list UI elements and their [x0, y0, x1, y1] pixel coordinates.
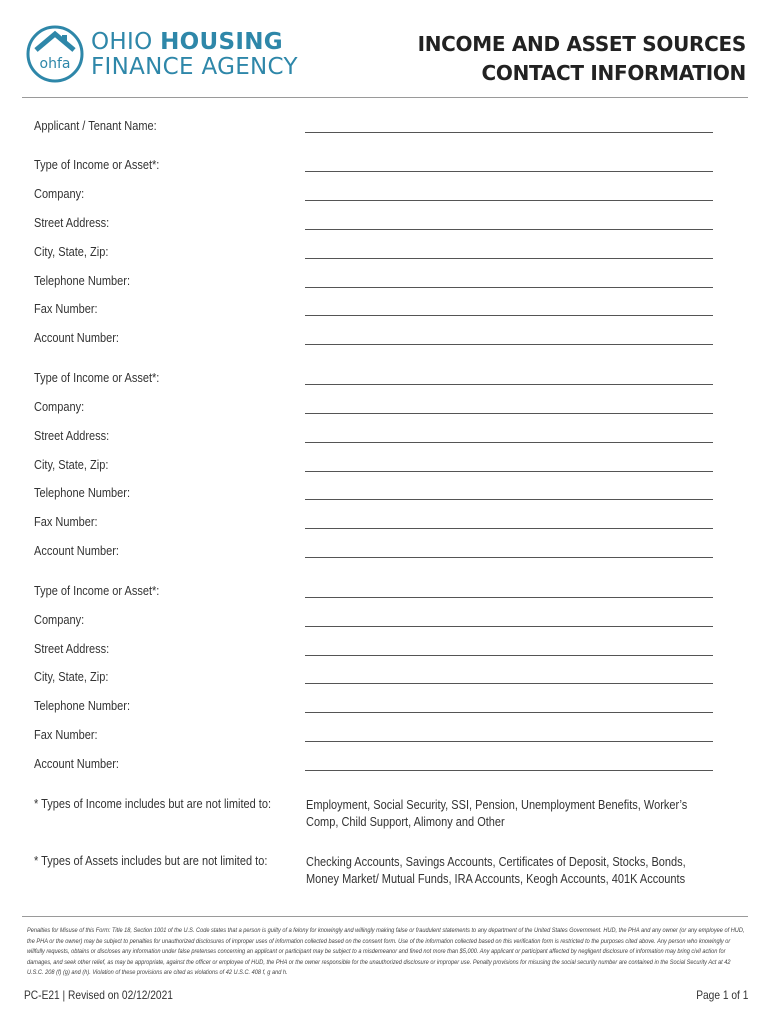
- city-state-zip-label: City, State, Zip:: [34, 458, 109, 472]
- type-of-income-label: Type of Income or Asset*:: [34, 371, 160, 385]
- telephone-label: Telephone Number:: [34, 486, 131, 500]
- account-number-label: Account Number:: [34, 544, 119, 558]
- account-number-field-1[interactable]: [34, 331, 714, 351]
- income-types-text: Employment, Social Security, SSI, Pension, Unemployment Benefits, Worker’s Comp, Child Support, Alimony and Other: [306, 798, 688, 829]
- telephone-line[interactable]: [305, 712, 713, 713]
- account-number-label: Account Number:: [34, 757, 119, 771]
- header-divider: [22, 97, 748, 98]
- footer-divider: [22, 916, 748, 917]
- city-state-zip-label: City, State, Zip:: [34, 245, 109, 259]
- telephone-label: Telephone Number:: [34, 699, 131, 713]
- company-field-3[interactable]: [34, 613, 714, 633]
- city-state-zip-field-3[interactable]: [34, 670, 714, 690]
- asset-types-note: [34, 854, 734, 890]
- type-of-income-line[interactable]: [305, 597, 713, 598]
- logo-abbrev: ohfa: [39, 56, 71, 72]
- account-number-field-3[interactable]: [34, 757, 714, 777]
- street-address-line[interactable]: [305, 442, 713, 443]
- ohfa-logo: [22, 24, 322, 84]
- city-state-zip-field-2[interactable]: [34, 458, 714, 478]
- page-header: [0, 0, 770, 98]
- account-number-line[interactable]: [305, 344, 713, 345]
- company-label: Company:: [34, 613, 85, 627]
- account-number-line[interactable]: [305, 770, 713, 771]
- street-address-field-1[interactable]: [34, 216, 714, 236]
- company-field-1[interactable]: [34, 187, 714, 207]
- street-address-line[interactable]: [305, 229, 713, 230]
- city-state-zip-field-1[interactable]: [34, 245, 714, 265]
- telephone-field-2[interactable]: [34, 486, 714, 506]
- penalties-disclaimer: Penalties for Misuse of this Form: Title 18, Section 1001 of the U.S. Code states that a person is guilty of a felony for knowingly and willingly making false or fraudulent statements to any department of the United States Government. HUD, the PHA and any owner (or any employee of HUD, the PHA or the owner) may be subject to penalties for unauthorized disclosures of improper uses of information collected based on the consent form. Use of the information collected based on this verification form is restricted to the purposes cited above. Any person who knowingly or willfully requests, obtains or discloses any information under false pretenses concerning an applicant or participant may be subject to a misdemeanor and fined not more than $5,000. Any applicant or participant affected by negligent disclosure of information may bring civil action for damages, and seek other relief, as may be appropriate, against the officer or employee of HUD, the PHA or the owner responsible for the unauthorized disclosure or improper use. Penalty provisions for misusing the social security number are contained in the Social Security Act at 42 U.S.C. 208 (f) (g) and (h). Violation of these provisions are cited as violations of 42 U.S.C. 408 f, g and h.: [27, 927, 745, 976]
- logo-line-2: FINANCE AGENCY: [91, 54, 298, 80]
- type-of-income-label: Type of Income or Asset*:: [34, 158, 160, 172]
- account-number-line[interactable]: [305, 557, 713, 558]
- asset-types-text: Checking Accounts, Savings Accounts, Certificates of Deposit, Stocks, Bonds, Money Market/ Mutual Funds, IRA Accounts, Keogh Accounts, 401K Accounts: [306, 855, 686, 886]
- telephone-field-1[interactable]: [34, 274, 714, 294]
- fax-field-3[interactable]: [34, 728, 714, 748]
- income-types-label: * Types of Income includes but are not limited to:: [34, 797, 272, 811]
- city-state-zip-line[interactable]: [305, 471, 713, 472]
- fax-label: Fax Number:: [34, 302, 98, 316]
- city-state-zip-label: City, State, Zip:: [34, 670, 109, 684]
- city-state-zip-line[interactable]: [305, 683, 713, 684]
- type-of-income-line[interactable]: [305, 384, 713, 385]
- fax-label: Fax Number:: [34, 728, 98, 742]
- type-of-income-field-2[interactable]: [34, 371, 714, 391]
- telephone-field-3[interactable]: [34, 699, 714, 719]
- form-revision: PC-E21 | Revised on 02/12/2021: [24, 988, 173, 1002]
- income-types-note: [34, 797, 734, 833]
- form-title: [418, 30, 746, 88]
- applicant-name-label: Applicant / Tenant Name:: [34, 119, 157, 133]
- company-field-2[interactable]: [34, 400, 714, 420]
- company-label: Company:: [34, 400, 85, 414]
- fax-line[interactable]: [305, 741, 713, 742]
- company-line[interactable]: [305, 413, 713, 414]
- city-state-zip-line[interactable]: [305, 258, 713, 259]
- fax-line[interactable]: [305, 315, 713, 316]
- fax-field-2[interactable]: [34, 515, 714, 535]
- telephone-label: Telephone Number:: [34, 274, 131, 288]
- logo-wordmark: [91, 30, 298, 80]
- street-address-field-2[interactable]: [34, 429, 714, 449]
- company-line[interactable]: [305, 626, 713, 627]
- type-of-income-field-3[interactable]: [34, 584, 714, 604]
- applicant-name-line[interactable]: [305, 132, 713, 133]
- company-line[interactable]: [305, 200, 713, 201]
- applicant-name-field[interactable]: [34, 119, 714, 139]
- street-address-label: Street Address:: [34, 429, 110, 443]
- fax-field-1[interactable]: [34, 302, 714, 322]
- telephone-line[interactable]: [305, 499, 713, 500]
- fax-label: Fax Number:: [34, 515, 98, 529]
- logo-line-1: OHIO HOUSING: [91, 29, 283, 55]
- form-title-line-1: INCOME AND ASSET SOURCES: [417, 32, 746, 56]
- form-title-line-2: CONTACT INFORMATION: [481, 61, 746, 85]
- page-number: Page 1 of 1: [695, 988, 748, 1002]
- account-number-field-2[interactable]: [34, 544, 714, 564]
- street-address-label: Street Address:: [34, 642, 110, 656]
- type-of-income-label: Type of Income or Asset*:: [34, 584, 160, 598]
- street-address-label: Street Address:: [34, 216, 110, 230]
- account-number-label: Account Number:: [34, 331, 119, 345]
- ohfa-logo-emblem: [22, 24, 98, 84]
- type-of-income-line[interactable]: [305, 171, 713, 172]
- company-label: Company:: [34, 187, 85, 201]
- telephone-line[interactable]: [305, 287, 713, 288]
- street-address-line[interactable]: [305, 655, 713, 656]
- fax-line[interactable]: [305, 528, 713, 529]
- asset-types-label: * Types of Assets includes but are not limited to:: [34, 854, 268, 868]
- type-of-income-field-1[interactable]: [34, 158, 714, 178]
- street-address-field-3[interactable]: [34, 642, 714, 662]
